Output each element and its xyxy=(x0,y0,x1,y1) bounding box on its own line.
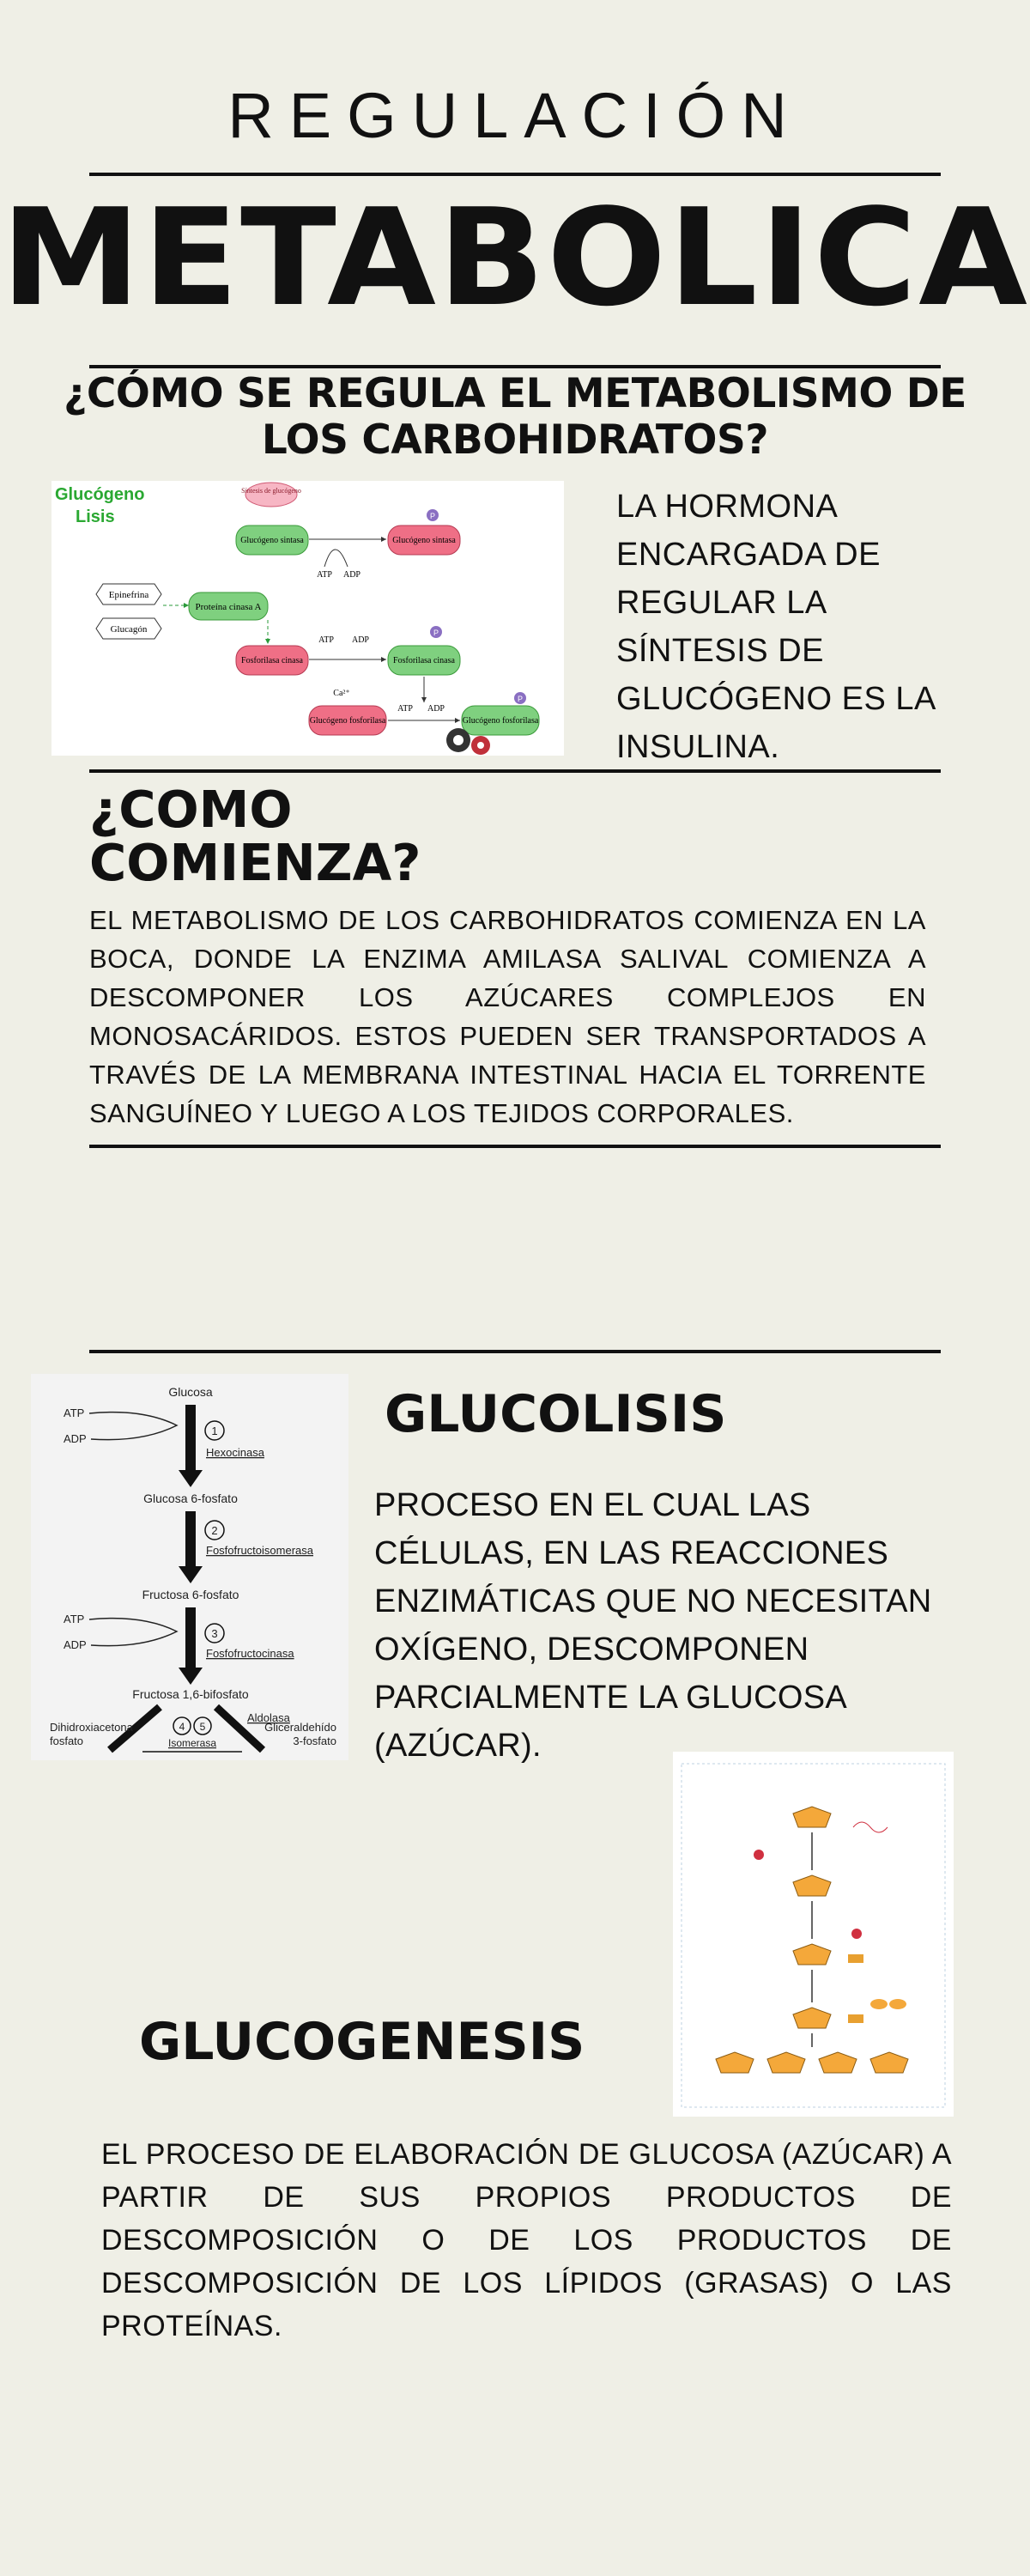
node-sintesis-label: Síntesis de glucógeno xyxy=(241,487,301,495)
adp-label: ADP xyxy=(427,704,445,714)
title-metabolica: METABOLICA xyxy=(0,179,1030,336)
adp-label: ADP xyxy=(351,635,370,645)
atp-label: ATP xyxy=(318,635,334,645)
node-gf-b-label: Glucógeno fosforilasa xyxy=(462,716,539,726)
step-label: 1 xyxy=(211,1425,218,1437)
node-epinefrina-label: Epinefrina xyxy=(108,590,149,600)
adp-label: ADP xyxy=(64,1638,87,1651)
atp-label: ATP xyxy=(317,570,332,580)
heading-glucolisis: GLUCOLISIS xyxy=(385,1384,727,1444)
section4-text: EL PROCESO DE ELABORACIÓN DE GLUCOSA (AZÚCAR) A PARTIR DE SUS PROPIOS PRODUCTOS DE DESCOMPOSICIÓN O DE LOS PRODUCTOS DE DESCOMPOSICIÓN DE LOS LÍPIDOS (GRASAS) O LAS PROTEÍNAS. xyxy=(101,2138,952,2342)
atp-label: ATP xyxy=(397,704,413,714)
adp-label: ADP xyxy=(342,570,361,580)
atp-label: ATP xyxy=(64,1406,85,1419)
glycogenesis-diagram-svg xyxy=(673,1752,954,2117)
isomerasa-label: Isomerasa xyxy=(167,1737,217,1749)
figure-title-lisis: Lisis xyxy=(76,507,115,526)
adp-label: ADP xyxy=(64,1432,87,1445)
aldolasa-label: Aldolasa xyxy=(247,1711,290,1724)
gliceraldehido-label: Gliceraldehído xyxy=(264,1721,336,1734)
glycogenesis-diagram xyxy=(673,1752,954,2117)
glycolysis-diagram-svg xyxy=(31,1374,348,1760)
fosfofructoisomerasa-label: Fosfofructoisomerasa xyxy=(206,1544,313,1557)
divider xyxy=(89,1145,941,1148)
divider xyxy=(89,365,941,368)
node-proteina-label: Proteína cinasa A xyxy=(195,602,262,612)
question-heading: ¿CÓMO SE REGULA EL METABOLISMO DE LOS CARBOHIDRATOS? xyxy=(64,370,966,464)
divider xyxy=(89,1350,941,1353)
step-label: 5 xyxy=(199,1721,206,1733)
step-label: 2 xyxy=(211,1524,218,1537)
step-label: 4 xyxy=(179,1721,185,1733)
node-gs-a-label: Glucógeno sintasa xyxy=(240,536,304,545)
glycogen-diagram-svg xyxy=(52,481,564,756)
f6f-label: Fructosa 6-fosfato xyxy=(142,1588,239,1601)
p-label: P xyxy=(433,629,439,637)
phosphate-icon xyxy=(754,1850,764,1860)
dihidroxiacetona-label: Dihidroxiacetona xyxy=(50,1721,133,1734)
hexocinasa-label: Hexocinasa xyxy=(206,1446,264,1459)
gliceraldehido-label-2: 3-fosfato xyxy=(293,1735,336,1747)
title-regulacion: REGULACIÓN xyxy=(227,80,803,151)
fosfofructocinasa-label: Fosfofructocinasa xyxy=(206,1647,294,1660)
heading-como-comienza: ¿COMO COMIENZA? xyxy=(89,780,421,892)
section1-text: LA HORMONA ENCARGADA DE REGULAR LA SÍNTESIS DE GLUCÓGENO ES LA INSULINA. xyxy=(616,489,935,765)
glycogen-regulation-diagram xyxy=(52,481,564,756)
p-label: P xyxy=(517,695,524,703)
heading-glucogenesis: GLUCOGENESIS xyxy=(139,2012,585,2072)
node-fc-a-label: Fosforilasa cinasa xyxy=(241,656,303,665)
section2-text: EL METABOLISMO DE LOS CARBOHIDRATOS COMIENZA EN LA BOCA, DONDE LA ENZIMA AMILASA SALIVAL COMIENZA A DESCOMPONER LOS AZÚCARES COMPLEJOS EN MONOSACÁRIDOS. ESTOS PUEDEN SER TRANSPORTADOS A TRAVÉS DE LA MEMBRANA INTESTINAL HACIA EL TORRENTE SANGUÍNEO Y LUEGO A LOS TEJIDOS CORPORALES. xyxy=(89,905,926,1128)
p-label: P xyxy=(429,512,436,520)
divider xyxy=(89,769,941,773)
udp-icon xyxy=(848,1954,863,1963)
step-label: 3 xyxy=(211,1627,218,1640)
f16-label: Fructosa 1,6-bifosfato xyxy=(132,1687,249,1701)
phosphate-icon xyxy=(851,1929,862,1939)
glucosa-label: Glucosa xyxy=(168,1385,213,1399)
glycolysis-diagram xyxy=(31,1374,348,1760)
node-fc-b-label: Fosforilasa cinasa xyxy=(393,656,455,665)
ca-label: Ca²⁺ xyxy=(333,689,350,698)
g6f-label: Glucosa 6-fosfato xyxy=(143,1492,238,1505)
atp-label: ATP xyxy=(64,1613,85,1625)
figure-title-glucogeno: Glucógeno xyxy=(55,485,145,504)
udp-icon xyxy=(848,2014,863,2023)
node-glucagon-label: Glucagón xyxy=(110,624,148,635)
node-gs-b-label: Glucógeno sintasa xyxy=(392,536,456,545)
node-gf-a-label: Glucógeno fosforilasa xyxy=(309,716,386,726)
section3-text: PROCESO EN EL CUAL LAS CÉLULAS, EN LAS REACCIONES ENZIMÁTICAS QUE NO NECESITAN OXÍGENO, DESCOMPONEN PARCIALMENTE LA GLUCOSA (AZÚCAR). xyxy=(374,1487,932,1764)
divider xyxy=(89,173,941,176)
dihidroxiacetona-label-2: fosfato xyxy=(50,1735,84,1747)
